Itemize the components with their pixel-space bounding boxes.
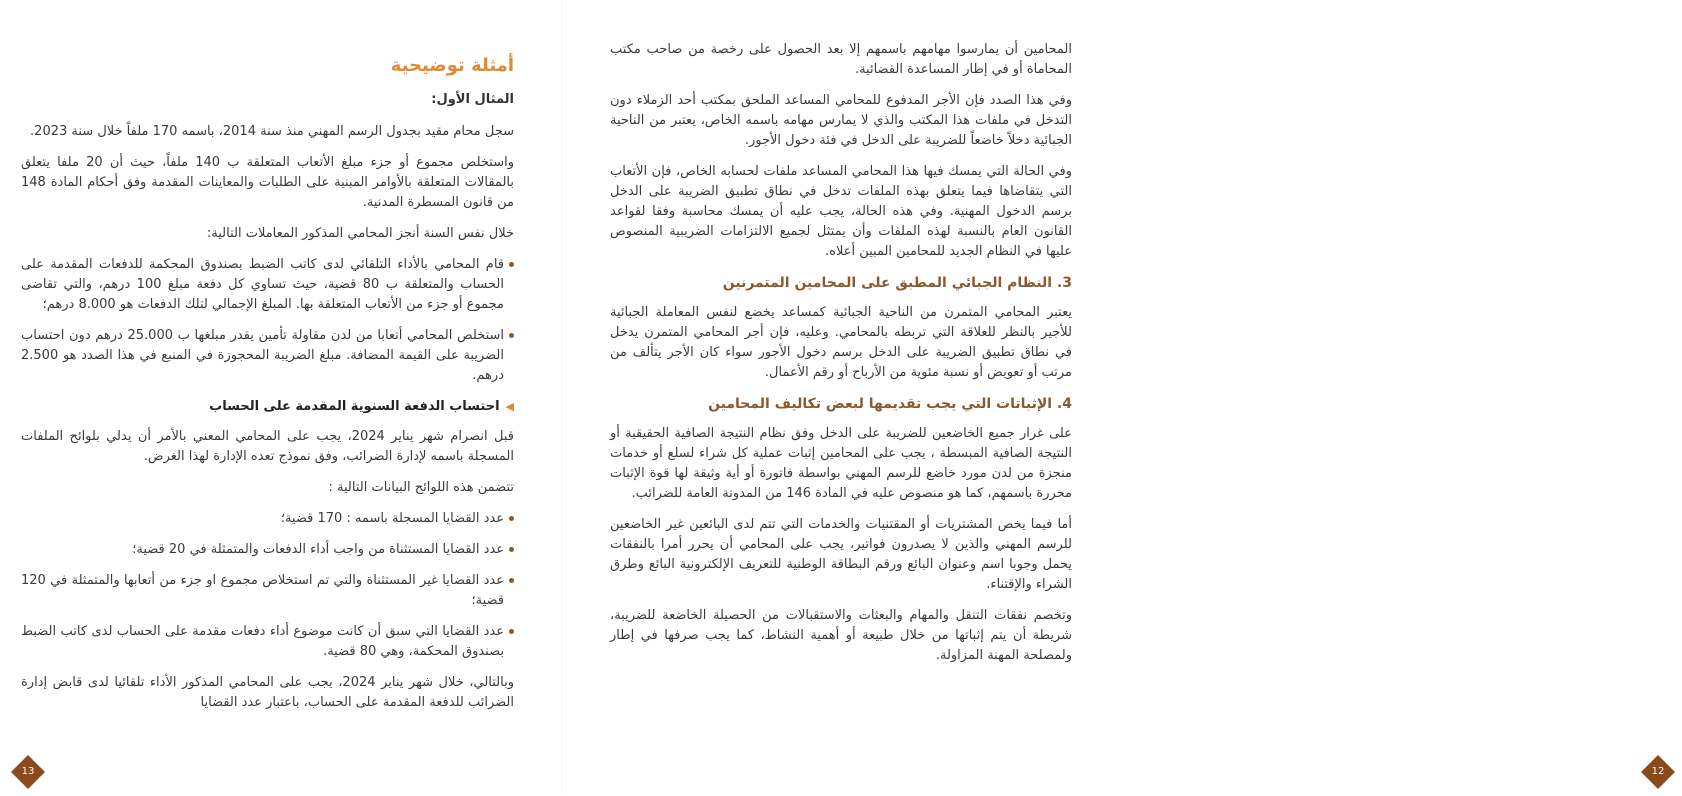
bullet-dot-icon [509,578,514,583]
list-item: عدد القضايا غير المستثناة والتي تم استخلاص مجموع او جزء من أتعابها والمتمثلة في 120 قضية؛ [21,571,514,611]
paragraph: وتخصم نفقات التنقل والمهام والبعثات والاستقبالات من الحصيلة الخاضعة للضريبة، شريطة أن يتم إثباتها من خلال طبيعة أو أهمية النشاط، كما يجب صرفها في إطار ولمصلحة المهنة المزاولة. [610,608,1072,663]
right-page [562,0,1665,794]
example-one-title: المثال الأول: [431,92,514,107]
page-number-badge [11,755,45,789]
section-4-title: 4. الإثباتات التي يجب تقديمها لبعض تكاليف المحامين [708,396,1072,412]
left-page [0,0,561,794]
paragraph: المحامين أن يمارسوا مهامهم باسمهم إلا بعد الحصول على رخصة من صاحب مكتب المحاماة أو في إطار المساعدة القضائية. [610,42,1072,77]
paragraph: وفي هذا الصدد فإن الأجر المدفوع للمحامي المساعد الملحق بمكتب أحد الزملاء دون التدخل في ملفات هذا المكتب والذي لا يمارس مهامه باسمه الخاص، يعتبر من الناحية الجبائية دخلاً خاضعاً للضريبة على الدخل في فئة دخول الأجور. [610,93,1072,148]
bullet-dot-icon [509,262,514,267]
bullet-dot-icon [509,333,514,338]
paragraph: أما فيما يخص المشتريات أو المقتنيات والخدمات التي تتم لدى البائعين غير الخاضعين للرسم المهني والذين لا يصدرون فواتير، يجب على المحامي أن يحرر أمرا بالنفقات يحمل وجوبا اسم وعنوان البائع ورقم البطاقة الوطنية للتعريف الإلكترونية البائع وطرق الشراء والإقتناء. [610,517,1072,592]
paragraph: خلال نفس السنة أنجز المحامي المذكور المعاملات التالية: [206,226,514,241]
left-page-column [21,54,514,724]
bullet-dot-icon [509,629,514,634]
transactions-list [21,255,514,386]
right-page-column [610,40,1072,677]
paragraph: يعتبر المحامي المتمرن من الناحية الجبائية كمساعد يخضع لنفس المعاملة الجبائية للأجير بالنظر للعلاقة التي تربطه بالمحامي. وعليه، فإن أجر المحامي المتمرن يدخل في نطاق تطبيق الضريبة على الدخل برسم دخول الأجور سواء كان الأجر يتألف من مرتب أو تعويض أو نسبة مئوية من الأرباح أو رقم الأعمال. [610,305,1072,380]
list-item: قام المحامي بالأداء التلقائي لدى كاتب الضبط بصندوق المحكمة للدفعات المقدمة على الحساب والمتعلقة ب 80 قضية، حيث تساوي كل دفعة مبلغ 100 درهم، والتي تقاضى مجموع أو جزء من الأتعاب المتعلقة بها. المبلغ الإجمالي لتلك الدفعات هو 8.000 درهم؛ [21,255,514,315]
paragraph: وفي الحالة التي يمسك فيها هذا المحامي المساعد ملفات لحسابه الخاص، فإن الأتعاب التي يتقاضاها فيما يتعلق بهذه الملفات تدخل في نطاق تطبيق الضريبة على الدخل برسم الدخول المهنية. وفي هذه الحالة، يجب عليه أن يمسك محاسبة وفقا لقواعد القانون العام بالنسبة لهذه الملفات وأن يمتثل لجميع الالتزامات الضريبية المنصوص عليها في النظام الجديد للمحامين المبين أعلاه. [610,164,1072,259]
annual-advance-subheading: ◀احتساب الدفعة السنوية المقدمة على الحساب [209,399,514,414]
paragraph: قبل انصرام شهر يناير 2024، يجب على المحامي المعني بالأمر أن يدلي بلوائح الملفات المسجلة باسمه لإدارة الضرائب، وفق نموذج تعده الإدارة لهذا الغرض. [21,429,515,464]
examples-title: أمثلة توضيحية [390,55,514,76]
page-number: 13 [21,766,35,777]
list-intro: تتضمن هذه اللوائح البيانات التالية : [328,480,514,495]
paragraph: سجل محام مقيد بجدول الرسم المهني منذ سنة 2014، باسمه 170 ملفاً خلال سنة 2023. [30,124,514,139]
list-item: عدد القضايا المسجلة باسمه : 170 قضية؛ [21,509,514,529]
section-3-title: 3. النظام الجبائي المطبق على المحامين المتمرنين [722,275,1072,291]
bullet-dot-icon [509,547,514,552]
paragraph: واستخلص مجموع أو جزء مبلغ الأتعاب المتعلقة ب 140 ملفاً، حيث أن 20 ملفا يتعلق بالمقالات المتعلقة بالأوامر المبنية على الطلبات والمعاينات المقدمة وفق أحكام المادة 148 من قانون المسطرة المدنية. [21,155,514,210]
page-number: 12 [1651,766,1665,777]
list-item: عدد القضايا التي سبق أن كانت موضوع أداء دفعات مقدمة على الحساب لدى كاتب الضبط بصندوق المحكمة، وهي 80 قضية. [21,622,514,662]
closing-paragraph: وبالتالي، خلال شهر يناير 2024، يجب على المحامي المذكور الأداء تلقائيا لدى قابض إدارة الضرائب للدفعة المقدمة على الحساب، باعتبار عدد القضايا [21,675,514,710]
paragraph: على غرار جميع الخاضعين للضريبة على الدخل وفق نظام النتيجة الصافية الحقيقية أو النتيجة الصافية المبسطة ، يجب على المحامين إثبات عملية كل شراء لسلع أو خدمات منجزة من لدن مورد خاضع للرسم المهني بواسطة فاتورة أو أية وثيقة لها قوة الإثبات محررة باسمهم، كما هو منصوص عليه في المادة 146 من المدونة العامة للضرائب. [610,426,1072,501]
list-item: استخلص المحامي أتعابا من لدن مقاولة تأمين يقدر مبلغها ب 25.000 درهم دون احتساب الضريبة على القيمة المضافة. مبلغ الضريبة المحجوزة في المنبع في هذا الصدد هو 2.500 درهم. [21,326,514,386]
list-item: عدد القضايا المستثناة من واجب أداء الدفعات والمتمثلة في 20 قضية؛ [21,540,514,560]
data-items-list [21,509,514,662]
bullet-dot-icon [509,516,514,521]
triangle-marker-icon: ◀ [505,400,514,413]
page-number-badge [1641,755,1675,789]
